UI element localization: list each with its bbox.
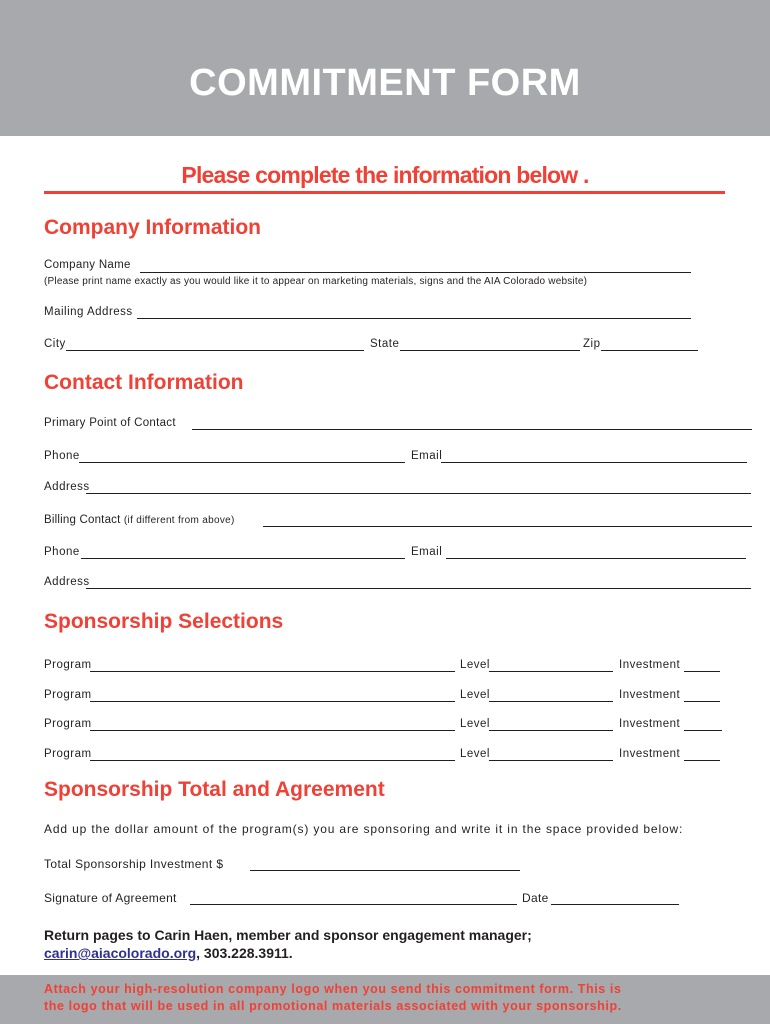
investment-field[interactable] [684, 701, 720, 702]
return-contact-line [44, 945, 293, 961]
investment-label: Investment [619, 748, 681, 760]
billing-address-label: Address [44, 576, 90, 588]
total-investment-field[interactable] [250, 870, 520, 871]
company-name-label: Company Name [44, 259, 131, 271]
level-label: Level [460, 659, 490, 671]
program-field[interactable] [90, 701, 455, 702]
billing-contact-label-row [44, 514, 235, 526]
billing-phone-field[interactable] [81, 558, 405, 559]
level-label: Level [460, 718, 490, 730]
mailing-address-label: Mailing Address [44, 306, 133, 318]
phone-field[interactable] [79, 462, 405, 463]
contact-email-link[interactable]: carin@aiacolorado.org [44, 945, 197, 961]
program-field[interactable] [90, 730, 455, 731]
city-field[interactable] [66, 350, 364, 351]
company-name-note: (Please print name exactly as you would like it to appear on marketing materials, signs and the AIA Colorado website) [44, 276, 588, 287]
sponsorship-selections-heading: Sponsorship Selections [44, 610, 284, 633]
footer-banner [0, 975, 770, 1024]
program-label: Program [44, 659, 92, 671]
zip-field[interactable] [601, 350, 698, 351]
footer-line-2: the logo that will be used in all promotional materials associated with your sponsorship. [44, 999, 622, 1013]
primary-contact-field[interactable] [192, 429, 752, 430]
billing-address-field[interactable] [86, 588, 751, 589]
total-investment-label: Total Sponsorship Investment $ [44, 857, 224, 871]
investment-field[interactable] [684, 671, 720, 672]
level-label: Level [460, 689, 490, 701]
header-banner [0, 0, 770, 136]
billing-email-field[interactable] [446, 558, 746, 559]
company-name-field[interactable] [140, 272, 691, 273]
contact-information-heading: Contact Information [44, 371, 244, 394]
investment-field[interactable] [684, 760, 720, 761]
return-instructions: Return pages to Carin Haen, member and sponsor engagement manager; [44, 927, 532, 943]
billing-contact-label: Billing Contact [44, 514, 121, 526]
level-field[interactable] [489, 760, 613, 761]
billing-phone-label: Phone [44, 546, 80, 558]
company-information-heading: Company Information [44, 216, 262, 239]
program-field[interactable] [90, 760, 455, 761]
investment-label: Investment [619, 689, 681, 701]
mailing-address-field[interactable] [137, 318, 691, 319]
program-field[interactable] [90, 671, 455, 672]
phone-label: Phone [44, 450, 80, 462]
date-label: Date [522, 891, 549, 905]
investment-label: Investment [619, 659, 681, 671]
level-field[interactable] [489, 730, 613, 731]
footer-line-1: Attach your high-resolution company logo when you send this commitment form. This is [44, 982, 622, 996]
level-field[interactable] [489, 671, 613, 672]
state-field[interactable] [400, 350, 580, 351]
billing-contact-note: (if different from above) [123, 515, 235, 526]
signature-field[interactable] [190, 904, 517, 905]
date-field[interactable] [551, 904, 679, 905]
address-field[interactable] [86, 493, 751, 494]
subtitle-divider [44, 191, 725, 194]
form-subtitle: Please complete the information below . [181, 162, 589, 188]
billing-email-label: Email [411, 546, 443, 558]
contact-phone: , 303.228.3911. [196, 945, 293, 961]
program-label: Program [44, 748, 92, 760]
email-label: Email [411, 450, 443, 462]
address-label: Address [44, 481, 90, 493]
zip-label: Zip [583, 338, 601, 350]
city-label: City [44, 338, 66, 350]
program-label: Program [44, 689, 92, 701]
email-field[interactable] [441, 462, 747, 463]
investment-label: Investment [619, 718, 681, 730]
primary-contact-label: Primary Point of Contact [44, 417, 176, 429]
level-label: Level [460, 748, 490, 760]
billing-contact-field[interactable] [263, 526, 752, 527]
signature-label: Signature of Agreement [44, 891, 177, 905]
agreement-heading: Sponsorship Total and Agreement [44, 778, 385, 801]
state-label: State [370, 338, 400, 350]
investment-field[interactable] [684, 730, 722, 731]
level-field[interactable] [489, 701, 613, 702]
form-title: COMMITMENT FORM [189, 62, 581, 104]
agreement-instructions: Add up the dollar amount of the program(s) you are sponsoring and write it in the space provided below: [44, 822, 684, 836]
program-label: Program [44, 718, 92, 730]
